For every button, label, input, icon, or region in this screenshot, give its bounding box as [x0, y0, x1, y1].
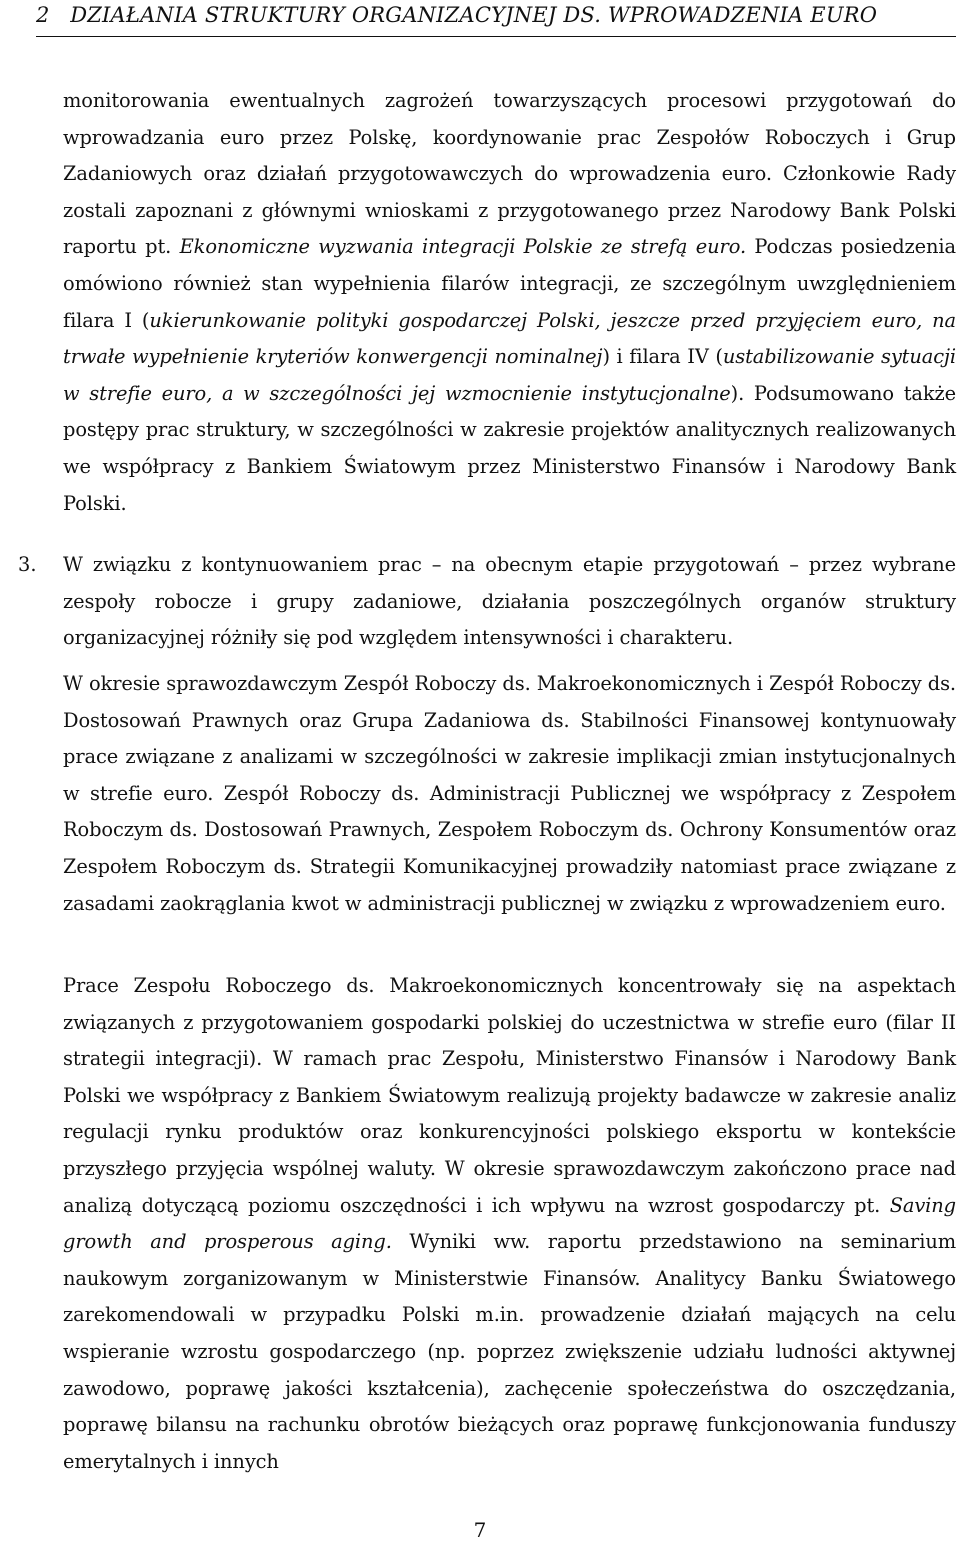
p1-pillar-one: ukierunkowanie polityki gospodarczej Polski, jeszcze przed przyjęciem euro, na trwałe wypełnienie kryteriów konwergencji nominalnej: [63, 308, 956, 369]
paragraph-continued: [63, 83, 956, 522]
p3-text-2: Wyniki ww. raportu przedstawiono na seminarium naukowym zorganizowanym w Ministerstwie Finansów. Analitycy Banku Światowego zarekomendowali w przypadku Polski m.in. prowadzenie działań mających na celu wspieranie wzrostu gospodarczego (np. poprzez zwiększenie udziału ludności aktywnej zawodowo, poprawę jakości kształcenia), zachęcenie społeczeństwa do oszczędzania, poprawę bilansu na rachunku obrotów bieżących oraz poprawę funkcjonowania funduszy emerytalnych i innych: [63, 1230, 956, 1473]
list-item-3: W związku z kontynuowaniem prac – na obecnym etapie przygotowań – przez wybrane zespoły robocze i grupy zadaniowe, działania poszczególnych organów struktury organizacyjnej różniły się pod względem intensywności i charakteru.: [63, 553, 956, 650]
p1-text-2: Podczas posiedzenia omówiono również stan wypełnienia filarów integracji, ze szczególnym uwzględnieniem filara I (: [63, 235, 956, 332]
paragraph-working-groups: W okresie sprawozdawczym Zespół Roboczy ds. Makroekonomicznych i Zespół Roboczy ds. Dostosowań Prawnych oraz Grupa Zadaniowa ds. Stabilności Finansowej kontynuowały prace związane z analizami w szczególności w zakresie implikacji zmian instytucjonalnych w strefie euro. Zespół Roboczy ds. Administracji Publicznej we współpracy z Zespołem Roboczym ds. Dostosowań Prawnych, Zespołem Roboczym ds. Ochrony Konsumentów oraz Zespołem Roboczym ds. Strategii Komunikacyjnej prowadziły natomiast prace związane z zasadami zaokrąglania kwot w administracji publicznej w związku z wprowadzeniem euro.: [63, 672, 956, 915]
p1-report-title: Ekonomiczne wyzwania integracji Polskie ze strefą euro.: [179, 235, 747, 259]
header-chapter-title: DZIAŁANIA STRUKTURY ORGANIZACYJNEJ DS. WPROWADZENIA EURO: [70, 3, 878, 27]
paragraph-macro-team: [63, 968, 956, 1480]
p3-report-title: Saving growth and prosperous aging.: [63, 1193, 956, 1254]
p1-text-1: monitorowania ewentualnych zagrożeń towarzyszących procesowi przygotowań do wprowadzania euro przez Polskę, koordynowanie prac Zespołów Roboczych i Grup Zadaniowych oraz działań przygotowawczych do wprowadzenia euro. Członkowie Rady zostali zapoznani z głównymi wnioskami z przygotowanego przez Narodowy Bank Polski raportu pt.: [63, 89, 956, 259]
running-header: [36, 0, 956, 36]
header-chapter-number: 2: [36, 3, 50, 27]
page-number: 7: [473, 1518, 487, 1542]
header-rule: [36, 36, 956, 37]
p1-pillar-four: ustabilizowanie sytuacji w strefie euro, a w szczególności jej wzmocnienie instytucjonalne: [63, 345, 957, 405]
p3-text-1: Prace Zespołu Roboczego ds. Makroekonomicznych koncentrowały się na aspektach związanych z przygotowaniem gospodarki polskiej do uczestnictwa w strefie euro (filar II strategii integracji). W ramach prac Zespołu, Ministerstwo Finansów i Narodowy Bank Polski we współpracy z Bankiem Światowym realizują projekty badawcze w zakresie analiz regulacji rynku produktów oraz konkurencyjności polskiego eksportu w kontekście przyszłego przyjęcia wspólnej waluty. W okresie sprawozdawczym zakończono prace nad analizą dotyczącą poziomu oszczędności i ich wpływu na wzrost gospodarczy pt.: [63, 974, 956, 1217]
list-marker: 3.: [18, 553, 37, 576]
p1-text-4: ). Podsumowano także postępy prac struktury, w szczególności w zakresie projektów analitycznych realizowanych we współpracy z Bankiem Światowym przez Ministerstwo Finansów i Narodowy Bank Polski.: [63, 381, 956, 515]
p1-text-3: ) i filara IV (: [602, 345, 723, 369]
